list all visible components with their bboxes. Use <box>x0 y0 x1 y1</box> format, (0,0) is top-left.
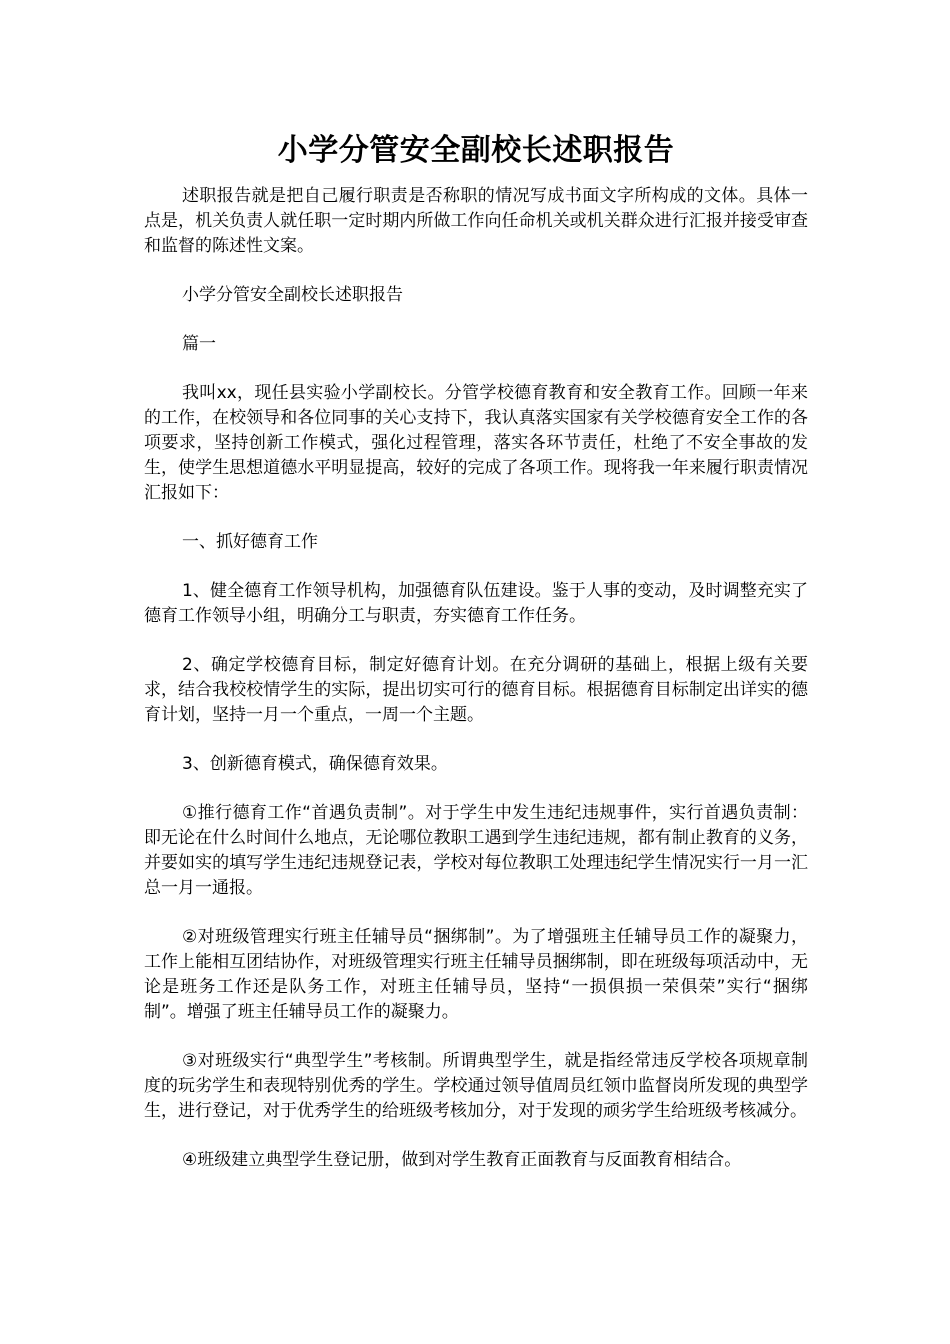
intro-paragraph: 述职报告就是把自己履行职责是否称职的情况写成书面文字所构成的文体。具体一点是，机关负责人就任职一定时期内所做工作向任命机关或机关群众进行汇报并接受审查和监督的陈述性文案。 <box>144 186 808 256</box>
body-paragraph: ①推行德育工作“首遇负责制”。对于学生中发生违纪违规事件，实行首遇负责制：即无论在什么时间什么地点，无论哪位教职工遇到学生违纪违规，都有制止教育的义务，并要如实的填写学生违纪违规登记表，学校对每位教职工处理违纪学生情况实行一月一汇总一月一通报。 <box>144 803 808 898</box>
body-paragraph: ②对班级管理实行班主任辅导员“捆绑制”。为了增强班主任辅导员工作的凝聚力，工作上能相互团结协作，对班级管理实行班主任辅导员捆绑制，即在班级每项活动中，无论是班务工作还是队务工作，对班主任辅导员，坚持“一损俱损一荣俱荣”实行“捆绑制”。增强了班主任辅导员工作的凝聚力。 <box>144 927 808 1022</box>
body-paragraph: ③对班级实行“典型学生”考核制。所谓典型学生，就是指经常违反学校各项规章制度的玩劣学生和表现特别优秀的学生。学校通过领导值周员红领巾监督岗所发现的典型学生，进行登记，对于优秀学生的给班级考核加分，对于发现的顽劣学生给班级考核减分。 <box>144 1051 808 1121</box>
body-paragraph: 3、创新德育模式，确保德育效果。 <box>182 754 448 774</box>
body-paragraph: 2、确定学校德育目标，制定好德育计划。在充分调研的基础上，根据上级有关要求，结合我校校情学生的实际，提出切实可行的德育目标。根据德育目标制定出详实的德育计划，坚持一月一个重点，一周一个主题。 <box>144 655 808 725</box>
body-paragraph: 1、健全德育工作领导机构，加强德育队伍建设。鉴于人事的变动，及时调整充实了德育工作领导小组，明确分工与职责，夯实德育工作任务。 <box>144 581 808 626</box>
body-paragraph: 我叫xx，现任县实验小学副校长。分管学校德育教育和安全教育工作。回顾一年来的工作，在校领导和各位同事的关心支持下，我认真落实国家有关学校德育安全工作的各项要求，坚持创新工作模式，强化过程管理，落实各环节责任，杜绝了不安全事故的发生，使学生思想道德水平明显提高，较好的完成了各项工作。现将我一年来履行职责情况汇报如下： <box>144 383 808 503</box>
body-paragraph: ④班级建立典型学生登记册，做到对学生教育正面教育与反面教育相结合。 <box>182 1150 742 1170</box>
document-title: 小学分管安全副校长述职报告 <box>277 133 675 168</box>
document-page <box>144 128 808 1197</box>
section-heading-report: 小学分管安全副校长述职报告 <box>182 285 403 305</box>
section-heading-moral-education: 一、抓好德育工作 <box>182 532 318 552</box>
section-heading-part-one: 篇一 <box>182 334 216 354</box>
